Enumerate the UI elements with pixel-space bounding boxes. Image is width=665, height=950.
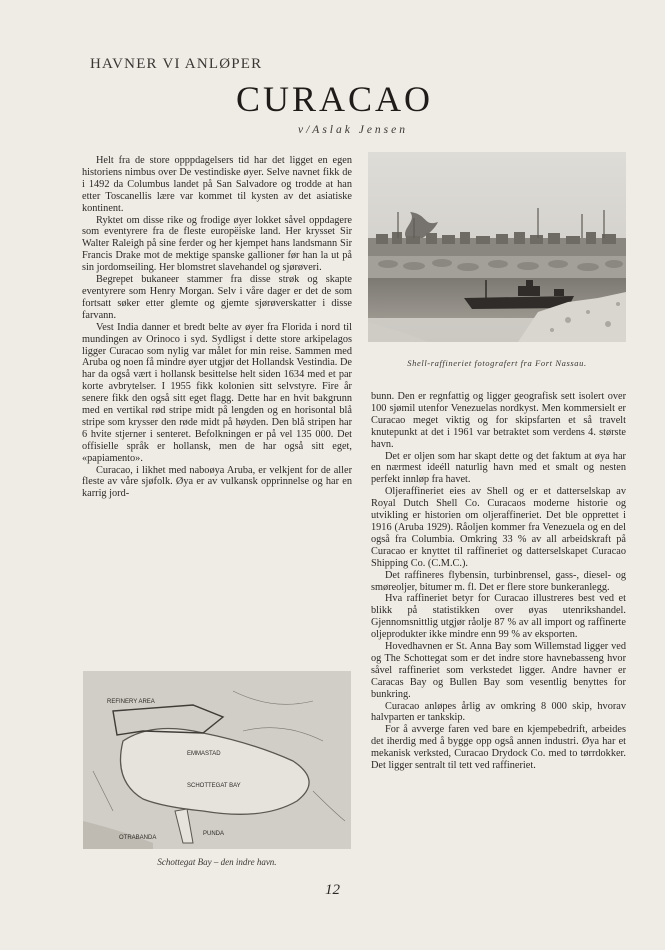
map-label-punda: PUNDA	[203, 831, 225, 837]
harbor-map-illustration	[83, 671, 351, 849]
map-label-emmastad: EMMASTAD	[187, 751, 221, 757]
paragraph: Det er oljen som har skapt dette og det faktum at øya har en nærmest ideéll naturlig havn med et smalt og nesten perfekt innløp fra havet.	[371, 450, 626, 486]
paragraph: Det raffineres flybensin, turbinbrensel, gass-, diesel- og smøreoljer, bitumer m. fl. Det er flere store bunkeranlegg.	[371, 569, 626, 593]
paragraph: Begrepet bukaneer stammer fra disse strøk og skapte eventyrere som Henry Morgan. Selv i våre dager er det de som fortsatt søker etter glemte og gjemte sjørøverskatter i disse farvann.	[82, 274, 352, 321]
paragraph: bunn. Den er regnfattig og ligger geografisk sett isolert over 100 sjømil utenfor Venezuelas nordkyst. Men kommersielt er Curacao meget viktig og for skipsfarten et så travelt knutepunkt at det i 1961 var betraktet som verdens 4. største havn.	[371, 391, 626, 450]
article-title: CURACAO	[235, 79, 433, 119]
paragraph: Hovedhavnen er St. Anna Bay som Willemstad ligger ved og The Schottegat som er det indre store havnebasseng hvor såvel raffineriet som verkstedet ligger. Andre havner er Caracas Bay og Bullen Bay som vesentlig benyttes for bunkring.	[371, 641, 626, 700]
refinery-photo	[368, 152, 626, 342]
map-label-refinery: REFINERY AREA	[107, 699, 155, 705]
paragraph: Vest India danner et bredt belte av øyer fra Florida i nord til mundingen av Orinoco i syd. Sydligst i dette store arkipelagos ligger Curacao som nylig var målet for min reise. Sammen med Aruba og noen få mindre øyer utgjør det Hollandsk Vestindia. De har da også vært i hollansk besittelse helt siden 1634 med et par korte avbrytelser. I 1955 fikk kolonien sitt selvstyre. Fire år senere fikk den også sitt eget flagg. Dette har en hvit bakgrunn med en vertikal rød stripe midt på lengden og en horisontal blå stripe som krysser den røde midt på høyden. Den blå stripen har 6 hvite stjerner i senteret. Befolkningen er på vel 135 000. Det offisielle språk er hollansk, men de har også sitt eget, «papiamento».	[82, 321, 352, 464]
left-text-column	[82, 155, 352, 500]
paragraph: Ryktet om disse rike og frodige øyer lokket såvel oppdagere som eventyrere fra de fleste europëiske land. Her krysset Sir Walter Raleigh på sine ferder og her kjempet hans landsmann Sir Francis Drake mot de mektige spanske gallioner før han la ut på sin jordomseiling. Her blomstret slavehandel og sjørøveri.	[82, 214, 352, 274]
right-text-column	[371, 391, 626, 772]
paragraph: For å avverge faren ved bare en kjempebedrift, arbeides det iherdig med å bygge opp også annen industri. Øya har et mekanisk verksted, Curacao Drydock Co. med to tørrdokker. Det ligger sentralt til tett ved raffineriet.	[371, 724, 626, 772]
page-number: 12	[325, 882, 340, 898]
paragraph: Curacao anløpes årlig av omkring 8 000 skip, hvorav halvparten er tankskip.	[371, 700, 626, 724]
map-label-schottegat: SCHOTTEGAT BAY	[187, 783, 241, 789]
paragraph: Curacao, i likhet med naboøya Aruba, er velkjent for de aller fleste av våre sjøfolk. Øya er av vulkansk opprinnelse og har en karrig jord-	[82, 464, 352, 500]
paragraph: Hva raffineriet betyr for Curacao illustreres best ved et blikk på statistikken over øyas utenrikshandel. Gjennomsnittlig utgjør råolje 87 % av all import og raffinerte oljeprodukter ikke mindre enn 99 % av eksporten.	[371, 593, 626, 641]
schottegat-map	[83, 671, 351, 849]
photo-caption: Shell-raffineriet fotografert fra Fort Nassau.	[407, 358, 587, 368]
paragraph: Helt fra de store opppdagelsers tid har det ligget en egen historiens nimbus over De vestindiske øyer. Selve navnet fikk de i 1492 da Columbus landet på San Salvadore og trodde at han etter Toscanellis lære var kommet til kysten av det asiatiske kontinent.	[82, 155, 352, 214]
map-label-otrabanda: OTRABANDA	[119, 835, 157, 841]
refinery-photo-illustration	[368, 152, 626, 342]
section-heading: HAVNER VI ANLØPER	[90, 56, 263, 72]
paragraph: Oljeraffineriet eies av Shell og er et datterselskap av Royal Dutch Shell Co. Curacaos moderne historie og utvikling er historien om oljeraffineriet. Det ble opprettet i 1916 (Aruba 1929). Råoljen kommer fra Venezuela og en del også fra Columbia. Omkring 33 % av all arbeidskraft på Curacao er knyttet til raffineriet og datterselskapet Curacao Shipping Co. (C.M.C.).	[371, 486, 626, 569]
map-caption: Schottegat Bay – den indre havn.	[157, 857, 277, 867]
byline: v/Aslak Jensen	[298, 124, 409, 136]
